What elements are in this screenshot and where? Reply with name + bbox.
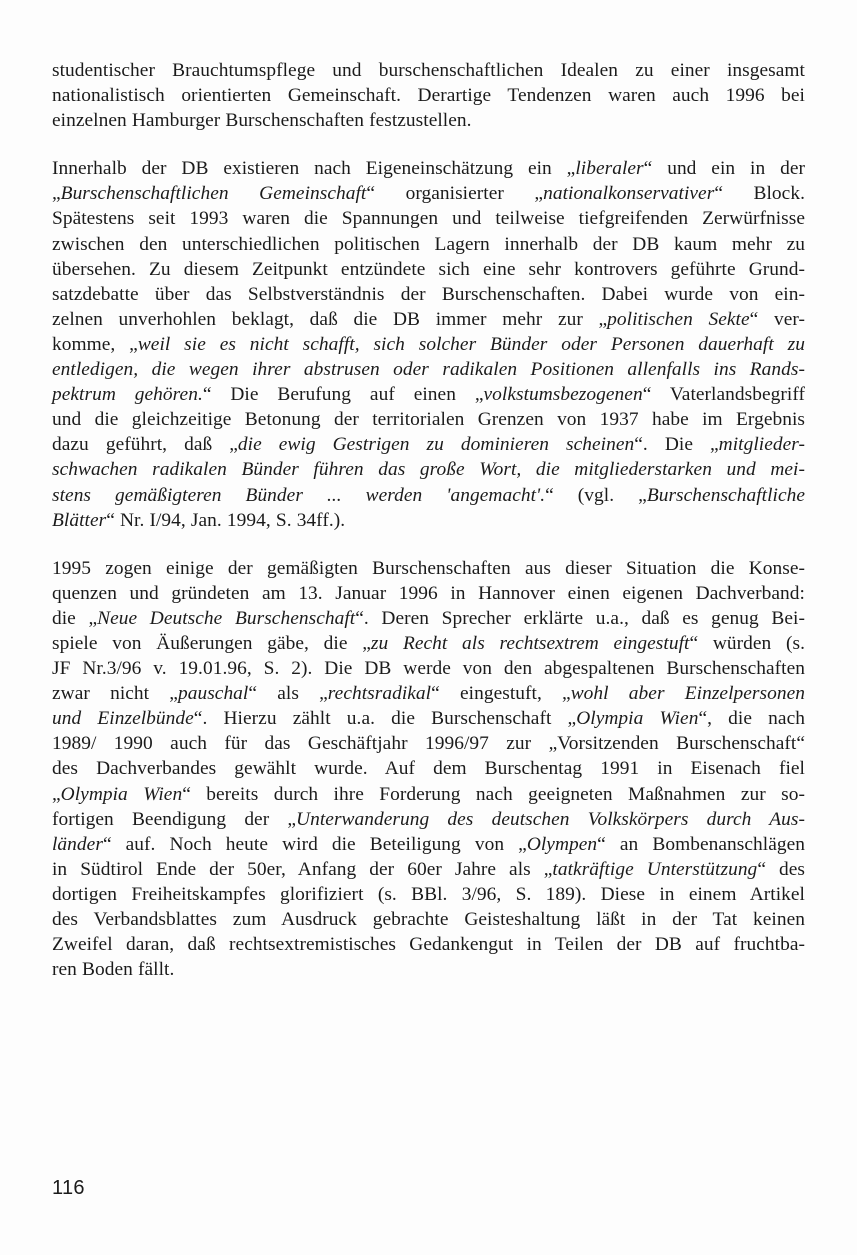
text-line: komme, „weil sie es nicht schafft, sich solcher Bünder oder Personen dauerhaft zu [52, 333, 805, 355]
text-line: die „Neue Deutsche Burschenschaft“. Deren Sprecher erklärte u.a., daß es genug Bei- [52, 607, 805, 629]
text-line: „Olympia Wien“ bereits durch ihre Forderung nach geeigneten Maßnahmen zur so- [52, 783, 805, 805]
text-line: 1995 zogen einige der gemäßigten Burschenschaften aus dieser Situation die Konse- [52, 557, 805, 579]
text-line: pektrum gehören.“ Die Berufung auf einen „volkstumsbezogenen“ Vaterlandsbegriff [52, 384, 805, 406]
text-line: satzdebatte über das Selbstverständnis der Burschenschaften. Dabei wurde von ein- [52, 283, 805, 305]
text-line: 1989/ 1990 auch für das Geschäftjahr 1996/97 zur „Vorsitzenden Burschenschaft“ [52, 733, 805, 755]
text-line: stens gemäßigteren Bünder ... werden 'angemacht'.“ (vgl. „Burschenschaftliche [52, 484, 805, 506]
paragraph-3 [52, 556, 805, 983]
text-line: Blätter“ Nr. I/94, Jan. 1994, S. 34ff.). [52, 509, 346, 531]
page-number: 116 [52, 1177, 85, 1199]
text-line: entledigen, die wegen ihrer abstrusen oder radikalen Positionen allenfalls ins Rands- [52, 359, 805, 381]
text-line: Zweifel daran, daß rechtsextremistisches Gedankengut in Teilen der DB auf fruchtba- [52, 934, 805, 956]
text-line: länder“ auf. Noch heute wird die Beteiligung von „Olympen“ an Bombenanschlägen [52, 833, 805, 855]
text-line: dazu geführt, daß „die ewig Gestrigen zu dominieren scheinen“. Die „mitglieder- [52, 434, 805, 456]
text-line: nationalistisch orientierten Gemeinschaft. Derartige Tendenzen waren auch 1996 bei [52, 85, 805, 107]
text-line: und die gleichzeitige Betonung der territorialen Grenzen von 1937 habe im Ergebnis [52, 409, 805, 431]
text-line: zwischen den unterschiedlichen politischen Lagern innerhalb der DB kaum mehr zu [52, 233, 805, 255]
body-text-column [52, 58, 805, 982]
text-line: übersehen. Zu diesem Zeitpunkt entzündete sich eine sehr kontrovers geführte Grund- [52, 258, 805, 280]
text-line: zelnen unverhohlen beklagt, daß die DB immer mehr zur „politischen Sekte“ ver- [52, 308, 805, 330]
text-line: studentischer Brauchtumspflege und burschenschaftlichen Idealen zu einer insgesamt [52, 60, 805, 81]
text-line: in Südtirol Ende der 50er, Anfang der 60er Jahre als „tatkräftige Unterstützung“ des [52, 858, 805, 880]
text-line: quenzen und gründeten am 13. Januar 1996 in Hannover einen eigenen Dachverband: [52, 582, 805, 604]
text-line: des Verbandsblattes zum Ausdruck gebrachte Geisteshaltung läßt in der Tat keinen [52, 909, 805, 930]
text-line: Spätestens seit 1993 waren die Spannungen und teilweise tiefgreifenden Zerwürfnisse [52, 208, 805, 230]
text-line: spiele von Äußerungen gäbe, die „zu Recht als rechtsextrem eingestuft“ würden (s. [52, 632, 806, 654]
text-line: fortigen Beendigung der „Unterwanderung des deutschen Volkskörpers durch Aus- [52, 808, 805, 830]
text-line: schwachen radikalen Bünder führen das große Wort, die mitgliederstarken und mei- [52, 459, 805, 481]
text-line: Innerhalb der DB existieren nach Eigeneinschätzung ein „liberaler“ und ein in der [52, 158, 806, 180]
text-line: zwar nicht „pauschal“ als „rechtsradikal“ eingestuft, „wohl aber Einzelpersonen [52, 683, 806, 705]
paragraph-2 [52, 156, 805, 532]
text-line: und Einzelbünde“. Hierzu zählt u.a. die Burschenschaft „Olympia Wien“, die nach [52, 708, 805, 730]
text-line: „Burschenschaftlichen Gemeinschaft“ organisierter „nationalkonservativer“ Block. [52, 183, 805, 205]
text-line: ren Boden fällt. [52, 959, 175, 981]
text-line: einzelnen Hamburger Burschenschaften festzustellen. [52, 110, 472, 132]
text-line: des Dachverbandes gewählt wurde. Auf dem Burschentag 1991 in Eisenach fiel [52, 758, 805, 780]
paragraph-1 [52, 58, 805, 133]
text-line: JF Nr.3/96 v. 19.01.96, S. 2). Die DB werde von den abgespaltenen Burschenschaften [52, 658, 805, 680]
text-line: dortigen Freiheitskampfes glorifiziert (s. BBl. 3/96, S. 189). Diese in einem Artikel [52, 883, 805, 905]
